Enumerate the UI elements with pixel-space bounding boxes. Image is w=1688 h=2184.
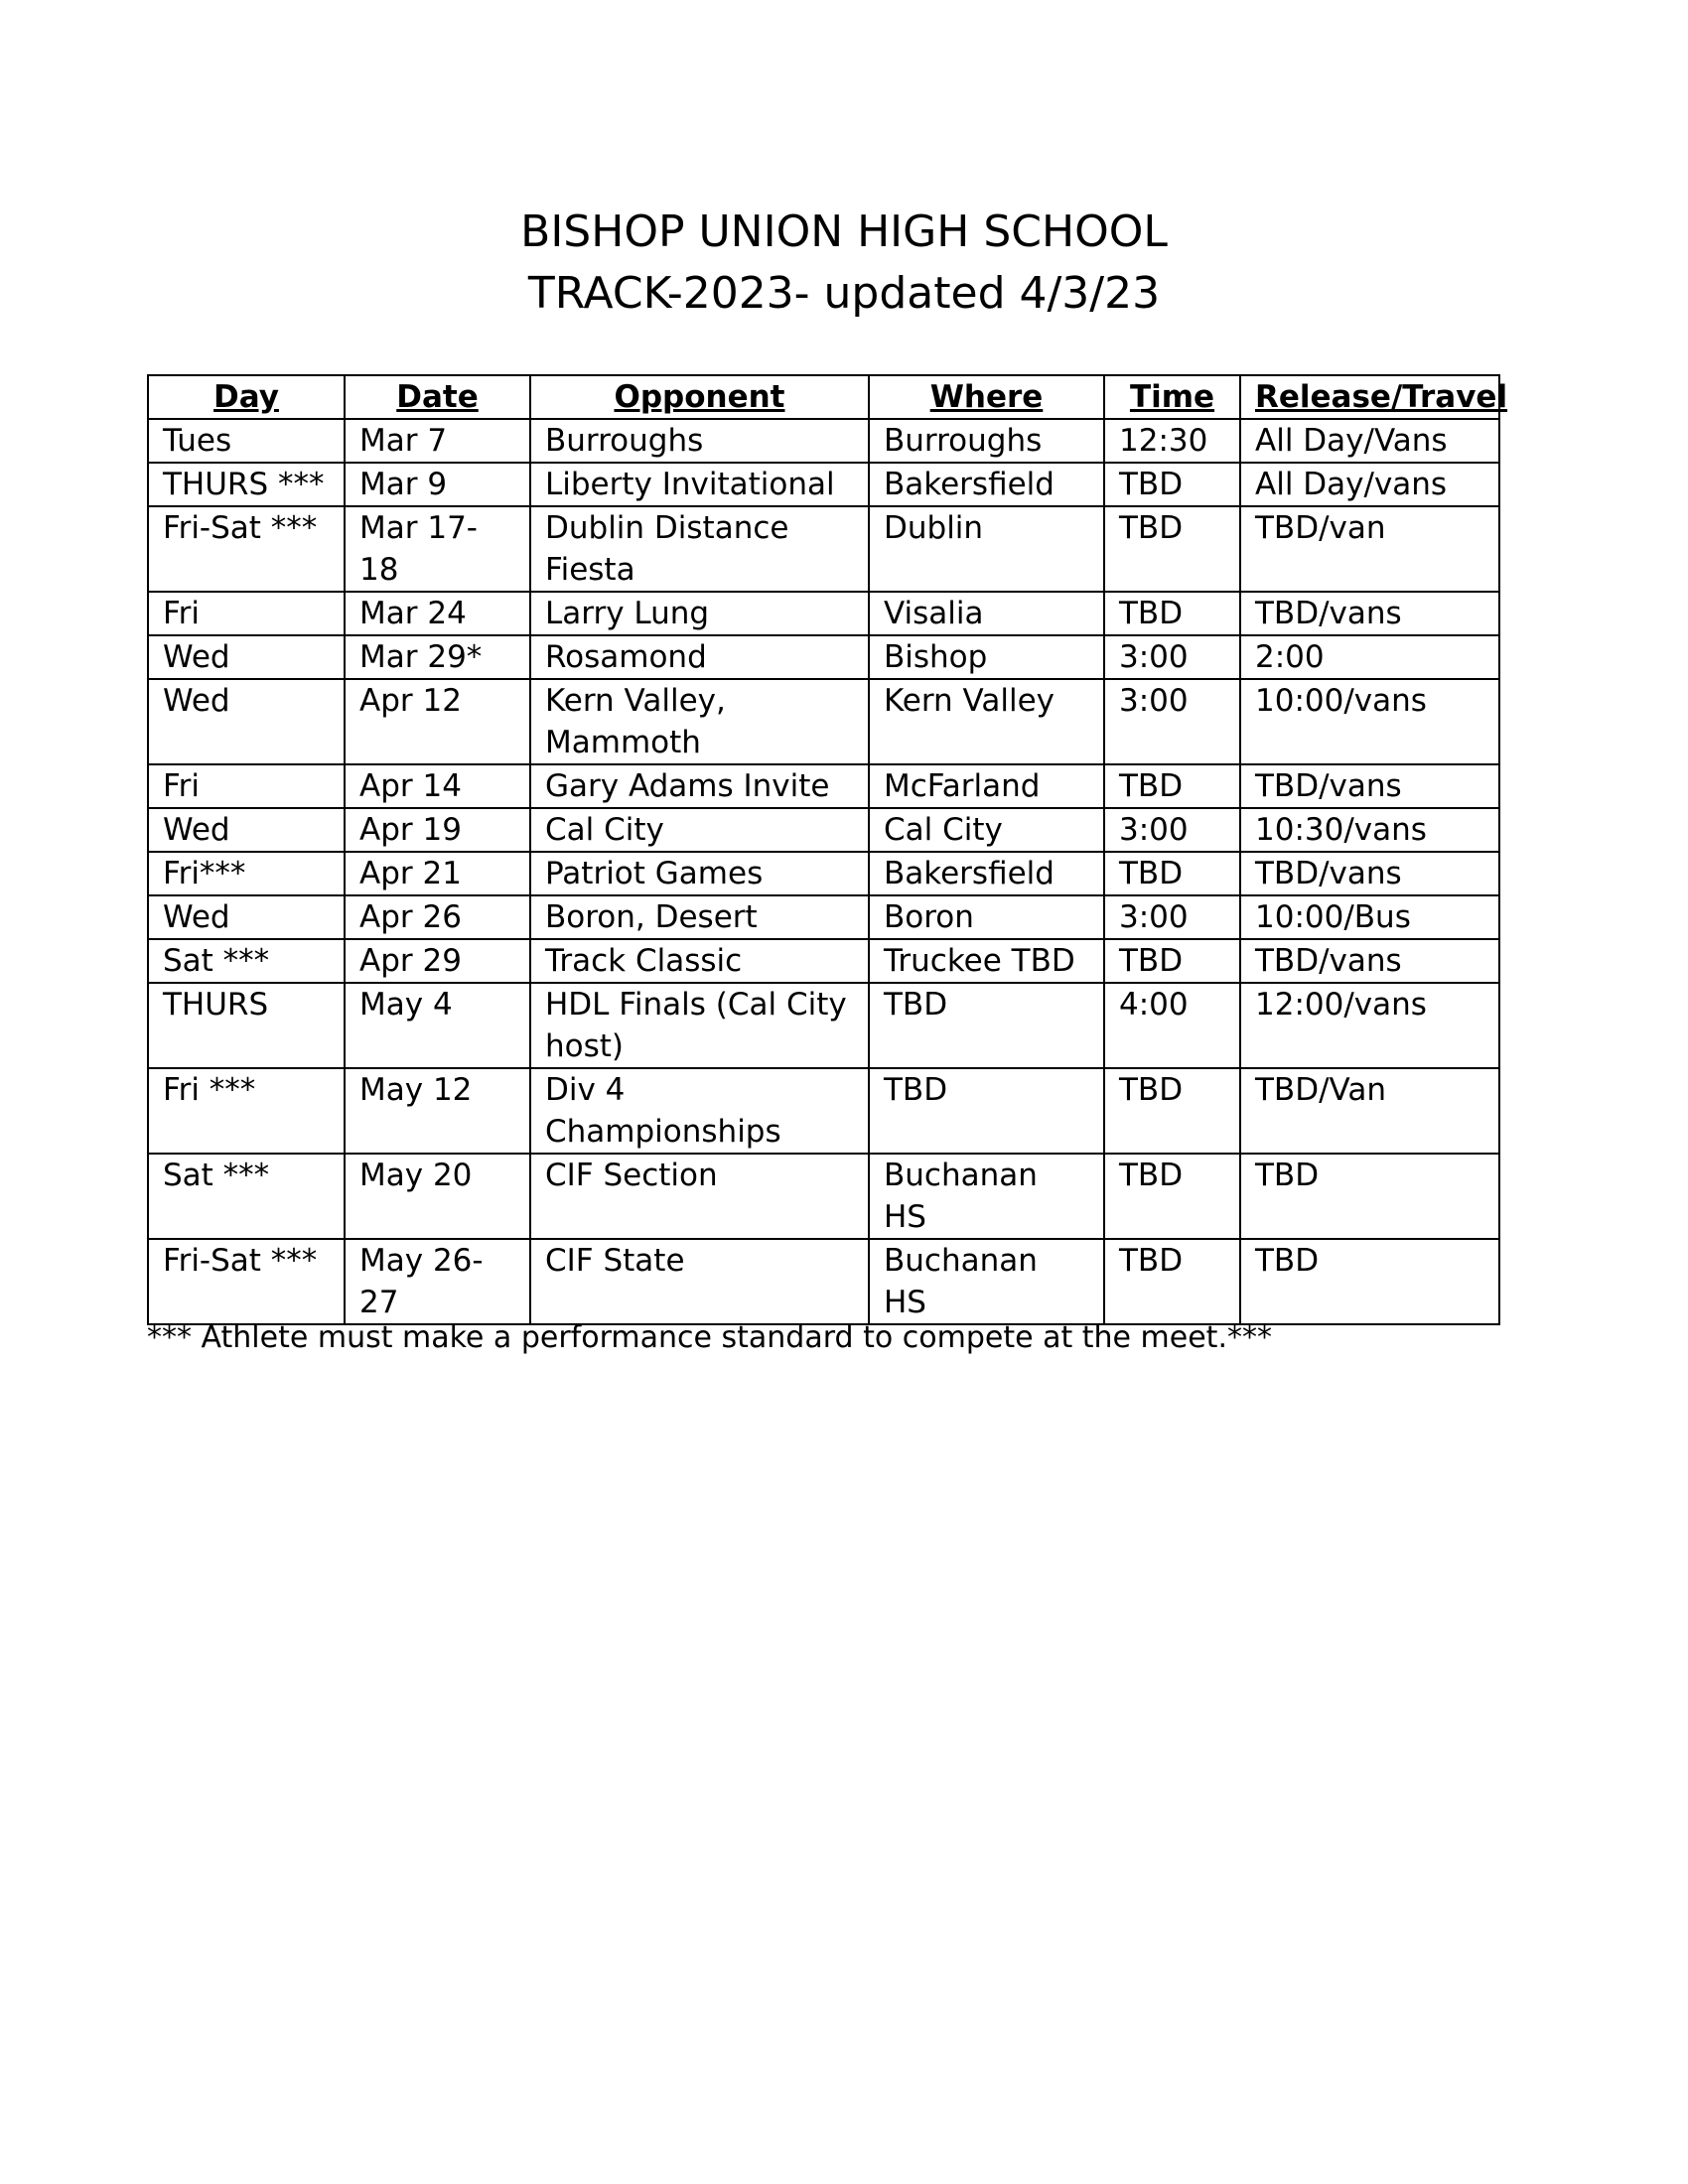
cell-day: Fri-Sat *** [148,1239,345,1324]
cell-day: Sat *** [148,1154,345,1239]
cell-release-travel: 2:00 [1240,635,1499,679]
table-row [148,895,1499,939]
table-row [148,1068,1499,1154]
cell-opponent: Dublin Distance Fiesta [530,506,869,592]
cell-time: 4:00 [1104,983,1240,1068]
cell-release-travel: 10:30/vans [1240,808,1499,852]
cell-time: TBD [1104,506,1240,592]
cell-opponent: Liberty Invitational [530,463,869,506]
cell-date: Apr 29 [345,939,530,983]
cell-release-travel: TBD/van [1240,506,1499,592]
cell-where: TBD [869,983,1104,1068]
cell-date: May 26-27 [345,1239,530,1324]
cell-where: Bishop [869,635,1104,679]
cell-where: TBD [869,1068,1104,1154]
table-row [148,679,1499,764]
table-row [148,808,1499,852]
cell-release-travel: TBD [1240,1239,1499,1324]
table-row [148,852,1499,895]
cell-where: Dublin [869,506,1104,592]
cell-day: THURS *** [148,463,345,506]
cell-release-travel: TBD/vans [1240,852,1499,895]
cell-date: Apr 26 [345,895,530,939]
cell-opponent: CIF Section [530,1154,869,1239]
cell-day: Fri [148,592,345,635]
cell-time: TBD [1104,463,1240,506]
cell-day: Fri *** [148,1068,345,1154]
cell-day: Fri-Sat *** [148,506,345,592]
cell-where: Kern Valley [869,679,1104,764]
table-header-row [148,375,1499,419]
cell-where: Boron [869,895,1104,939]
cell-time: TBD [1104,939,1240,983]
cell-time: 3:00 [1104,635,1240,679]
cell-opponent: Gary Adams Invite [530,764,869,808]
table-row [148,939,1499,983]
cell-where: Visalia [869,592,1104,635]
cell-release-travel: All Day/vans [1240,463,1499,506]
table-row [148,635,1499,679]
table-row [148,1154,1499,1239]
cell-where: Bakersfield [869,463,1104,506]
cell-time: TBD [1104,852,1240,895]
cell-time: TBD [1104,1154,1240,1239]
page-title: BISHOP UNION HIGH SCHOOL [520,206,1168,257]
cell-day: Fri [148,764,345,808]
cell-opponent: HDL Finals (Cal City host) [530,983,869,1068]
cell-time: 3:00 [1104,808,1240,852]
column-header-release-travel: Release/Travel [1240,375,1499,419]
cell-date: Apr 14 [345,764,530,808]
cell-time: TBD [1104,1239,1240,1324]
cell-time: TBD [1104,764,1240,808]
cell-release-travel: TBD/vans [1240,764,1499,808]
column-header-day: Day [148,375,345,419]
cell-date: May 4 [345,983,530,1068]
cell-where: McFarland [869,764,1104,808]
cell-date: May 12 [345,1068,530,1154]
cell-day: Tues [148,419,345,463]
cell-opponent: Kern Valley, Mammoth [530,679,869,764]
cell-date: Mar 17-18 [345,506,530,592]
cell-release-travel: TBD/vans [1240,592,1499,635]
table-row [148,592,1499,635]
column-header-time: Time [1104,375,1240,419]
cell-opponent: Cal City [530,808,869,852]
cell-opponent: Patriot Games [530,852,869,895]
cell-date: Apr 21 [345,852,530,895]
cell-opponent: Track Classic [530,939,869,983]
cell-release-travel: TBD/vans [1240,939,1499,983]
cell-time: 3:00 [1104,895,1240,939]
cell-release-travel: TBD [1240,1154,1499,1239]
cell-date: Mar 9 [345,463,530,506]
table-row [148,506,1499,592]
cell-where: Buchanan HS [869,1154,1104,1239]
table-row [148,983,1499,1068]
schedule-table [147,374,1508,1325]
cell-release-travel: TBD/Van [1240,1068,1499,1154]
cell-time: TBD [1104,592,1240,635]
cell-opponent: Burroughs [530,419,869,463]
cell-release-travel: 10:00/Bus [1240,895,1499,939]
cell-time: 3:00 [1104,679,1240,764]
cell-opponent: Rosamond [530,635,869,679]
cell-date: May 20 [345,1154,530,1239]
cell-date: Apr 19 [345,808,530,852]
column-header-where: Where [869,375,1104,419]
cell-day: Wed [148,895,345,939]
cell-release-travel: 10:00/vans [1240,679,1499,764]
cell-day: Wed [148,635,345,679]
cell-where: Cal City [869,808,1104,852]
cell-day: Wed [148,808,345,852]
cell-day: THURS [148,983,345,1068]
cell-date: Apr 12 [345,679,530,764]
schedule-body [148,419,1499,1324]
cell-date: Mar 29* [345,635,530,679]
table-row [148,1239,1499,1324]
cell-opponent: CIF State [530,1239,869,1324]
cell-day: Fri*** [148,852,345,895]
cell-time: 12:30 [1104,419,1240,463]
cell-release-travel: All Day/Vans [1240,419,1499,463]
table-row [148,463,1499,506]
page-subtitle: TRACK-2023- updated 4/3/23 [527,268,1161,319]
cell-day: Sat *** [148,939,345,983]
cell-opponent: Div 4 Championships [530,1068,869,1154]
column-header-date: Date [345,375,530,419]
cell-date: Mar 7 [345,419,530,463]
cell-where: Burroughs [869,419,1104,463]
table-row [148,419,1499,463]
cell-release-travel: 12:00/vans [1240,983,1499,1068]
cell-where: Truckee TBD [869,939,1104,983]
cell-time: TBD [1104,1068,1240,1154]
cell-opponent: Larry Lung [530,592,869,635]
table-row [148,764,1499,808]
cell-where: Bakersfield [869,852,1104,895]
cell-opponent: Boron, Desert [530,895,869,939]
cell-date: Mar 24 [345,592,530,635]
footnote: *** Athlete must make a performance standard to compete at the meet.*** [147,1320,1272,1355]
column-header-opponent: Opponent [530,375,869,419]
cell-where: Buchanan HS [869,1239,1104,1324]
cell-day: Wed [148,679,345,764]
